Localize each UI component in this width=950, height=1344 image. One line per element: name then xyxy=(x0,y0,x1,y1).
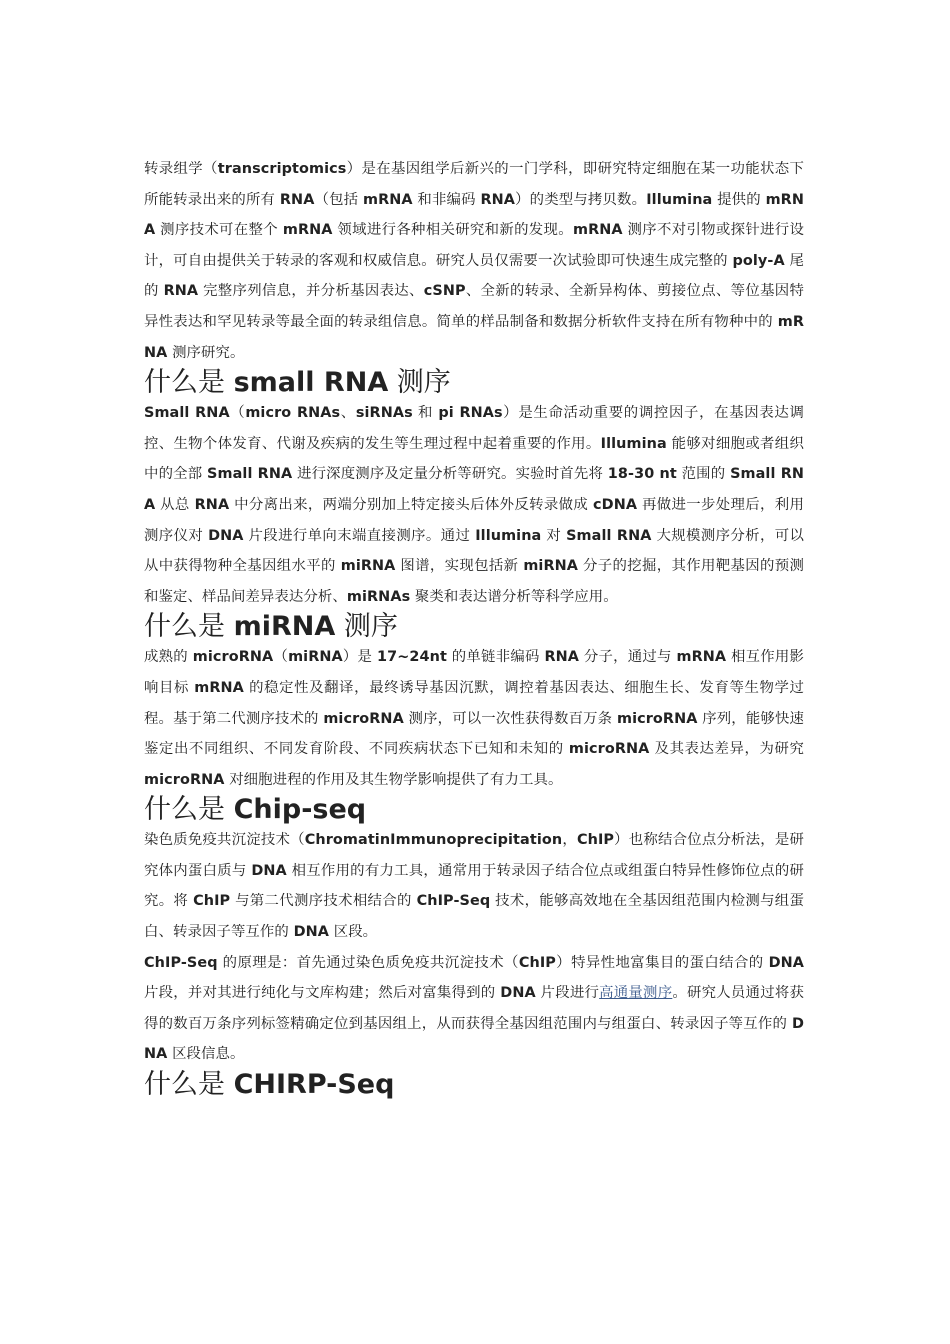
section-heading xyxy=(144,1068,804,1101)
bold-text-run: Small RNA xyxy=(144,466,805,513)
heading-text-run: CHIRP-Seq xyxy=(233,1069,395,1101)
bold-text-run: DNA xyxy=(500,985,536,1002)
heading-text-run: small RNA xyxy=(233,367,389,399)
bold-text-run: ChIP xyxy=(576,832,615,849)
bold-text-run: ChromatinImmunoprecipitation xyxy=(304,832,563,849)
text-run: 转录组学（ xyxy=(144,161,218,177)
text-run: 的单链非编码 xyxy=(446,649,545,666)
text-run: ）也称结合位点分析法，是研究体内蛋白质与 xyxy=(144,832,804,879)
text-run: 、 xyxy=(340,405,356,422)
bold-text-run: DNA xyxy=(293,924,330,941)
text-run: 技术，能够高效地在全基因组范围内检测与组蛋白、转录因子等互作的 xyxy=(144,893,804,941)
text-run: 序列，能够快速鉴定出不同组织、不同发育阶段、不同疾病状态下已知和未知的 xyxy=(144,710,804,758)
body-paragraph xyxy=(144,642,804,795)
text-run: 图谱，实现包括新 xyxy=(395,558,524,575)
text-run: 的原理是：首先通过染色质免疫共沉淀技术（ xyxy=(217,954,519,971)
heading-text-run: 什么是 xyxy=(144,611,234,643)
text-run: 尾的 xyxy=(144,252,804,300)
text-run: ）是生命活动重要的调控因子，在基因表达调控、生物个体发育、代谢及疾病的发生等生理过程中起着重要的作用。 xyxy=(144,405,804,452)
bold-text-run: miRNA xyxy=(523,558,579,575)
text-run: 测序，可以一次性获得数百万条 xyxy=(403,710,617,727)
bold-text-run: Small RNA xyxy=(207,466,293,483)
bold-text-run: cSNP xyxy=(423,283,466,300)
text-run: 大规模测序分析，可以从中获得物种全基因组水平的 xyxy=(144,527,804,575)
bold-text-run: Small RNA xyxy=(566,527,652,544)
heading-text-run: 什么是 xyxy=(144,794,234,826)
bold-text-run: transcriptomics xyxy=(217,161,347,177)
bold-text-run: ChIP xyxy=(518,954,556,971)
section-heading xyxy=(144,610,804,643)
text-run: （ xyxy=(229,405,246,422)
bold-text-run: Illumina xyxy=(600,435,667,452)
heading-text-run: miRNA xyxy=(233,611,336,643)
text-run: 染色质免疫共沉淀技术（ xyxy=(144,832,305,849)
bold-text-run: mRNA xyxy=(676,649,727,666)
bold-text-run: microRNA xyxy=(144,771,225,788)
text-run: 范围的 xyxy=(676,466,731,483)
bold-text-run: microRNA xyxy=(568,741,650,758)
text-run: 从总 xyxy=(155,496,195,513)
text-run: 及其表达差异，为研究 xyxy=(649,741,804,758)
heading-text-run: 什么是 xyxy=(144,1069,234,1101)
bold-text-run: DNA xyxy=(208,527,244,544)
text-run: （包括 xyxy=(314,191,363,208)
body-paragraph xyxy=(144,948,804,1070)
bold-text-run: RNA xyxy=(279,191,315,208)
bold-text-run: microRNA xyxy=(192,649,274,666)
heading-text-run: Chip-seq xyxy=(233,794,367,826)
text-run: 对 xyxy=(541,527,567,544)
text-run: 相互作用影响目标 xyxy=(144,649,805,696)
text-run: 再做进一步处理后，利用测序仪对 xyxy=(144,496,804,544)
bold-text-run: RNA xyxy=(480,191,515,208)
heading-text-run: 测序 xyxy=(335,611,398,643)
text-run: 测序技术可在整个 xyxy=(155,222,283,239)
text-run: 能够对细胞或者组织中的全部 xyxy=(144,435,805,483)
bold-text-run: poly-A xyxy=(732,252,785,269)
body-paragraph xyxy=(144,154,804,368)
text-run: 对细胞进程的作用及其生物学影响提供了有力工具。 xyxy=(224,771,563,788)
text-run: 测序研究。 xyxy=(167,344,245,361)
text-run: ， xyxy=(562,832,577,849)
text-run: （ xyxy=(273,649,289,666)
bold-text-run: miRNAs xyxy=(346,588,411,605)
section-heading xyxy=(144,366,804,399)
text-run: ）是 xyxy=(342,649,378,666)
text-run: 中分离出来，两端分别加上特定接头后体外反转录做成 xyxy=(229,496,594,513)
inline-link[interactable]: 高通量测序 xyxy=(599,985,673,1002)
bold-text-run: mRNA xyxy=(194,679,244,696)
text-run: 进行深度测序及定量分析等研究。实验时首先将 xyxy=(292,466,608,483)
text-run: ）特异性地富集目的蛋白结合的 xyxy=(555,954,769,971)
text-run: 片段进行单向末端直接测序。通过 xyxy=(243,527,476,544)
text-run: ）的类型与拷贝数。 xyxy=(515,191,647,208)
text-run: 聚类和表达谱分析等科学应用。 xyxy=(410,588,618,605)
bold-text-run: 17~24nt xyxy=(377,649,447,666)
bold-text-run: Illumina xyxy=(646,191,713,208)
document-page xyxy=(144,154,804,1100)
text-run: 片段，并对其进行纯化与文库构建；然后对富集得到的 xyxy=(144,985,501,1002)
bold-text-run: Small RNA xyxy=(144,405,230,422)
text-run: 。研究人员通过将获得的数百万条序列标签精确定位到基因组上，从而获得全基因组范围内与组蛋白、转录因子等互作的 xyxy=(144,985,804,1032)
bold-text-run: pi RNAs xyxy=(438,405,503,422)
bold-text-run: microRNA xyxy=(616,710,698,727)
text-run: 完整序列信息，并分析基因表达、 xyxy=(198,283,424,300)
bold-text-run: miRNA xyxy=(340,558,396,575)
bold-text-run: DNA xyxy=(251,862,287,879)
bold-text-run: microRNA xyxy=(323,710,404,727)
body-paragraph xyxy=(144,398,804,612)
bold-text-run: ChIP xyxy=(193,893,231,910)
text-run: 、全新的转录、全新异构体、剪接位点、等位基因特异性表达和罕见转录等最全面的转录组信息。简单的样品制备和数据分析软件支持在所有物种中的 xyxy=(144,283,804,330)
bold-text-run: RNA xyxy=(194,496,230,513)
section-heading xyxy=(144,793,804,826)
text-run: 领域进行各种相关研究和新的发现。 xyxy=(332,222,573,239)
heading-text-run: 测序 xyxy=(388,367,451,399)
text-run: 分子的挖掘，其作用靶基因的预测和鉴定、样品间差异表达分析、 xyxy=(144,558,804,605)
bold-text-run: ChIP-Seq xyxy=(416,893,491,910)
text-run: 测序不对引物或探针进行设计，可自由提供关于转录的客观和权威信息。研究人员仅需要一次试验即可快速生成完整的 xyxy=(144,222,804,269)
text-run: 相互作用的有力工具，通常用于转录因子结合位点或组蛋白特异性修饰位点的研究。将 xyxy=(144,862,804,910)
heading-text-run: 什么是 xyxy=(144,367,234,399)
text-run: 和 xyxy=(412,405,439,422)
text-run: 分子，通过与 xyxy=(579,649,677,666)
bold-text-run: siRNAs xyxy=(355,405,413,422)
bold-text-run: RNA xyxy=(163,283,199,300)
text-run: 与第二代测序技术相结合的 xyxy=(230,893,417,910)
bold-text-run: DNA xyxy=(768,954,805,971)
text-run: 提供的 xyxy=(712,191,766,208)
bold-text-run: miRNA xyxy=(288,649,343,666)
bold-text-run: Illumina xyxy=(475,527,542,544)
bold-text-run: mRNA xyxy=(362,191,413,208)
text-run: 和非编码 xyxy=(412,191,481,208)
bold-text-run: mRNA xyxy=(144,313,804,361)
text-run: 成熟的 xyxy=(144,649,193,666)
bold-text-run: ChIP-Seq xyxy=(144,954,218,971)
bold-text-run: cDNA xyxy=(593,496,638,513)
bold-text-run: 18-30 nt xyxy=(607,466,677,483)
text-run: 区段信息。 xyxy=(167,1046,245,1063)
text-run: 区段。 xyxy=(329,924,378,941)
body-paragraph xyxy=(144,825,804,947)
bold-text-run: mRNA xyxy=(282,222,333,239)
bold-text-run: micro RNAs xyxy=(245,405,341,422)
text-run: 的稳定性及翻译，最终诱导基因沉默，调控着基因表达、细胞生长、发育等生物学过程。基于第二代测序技术的 xyxy=(144,679,804,727)
text-run: ）是在基因组学后新兴的一门学科，即研究特定细胞在某一功能状态下所能转录出来的所有 xyxy=(144,161,804,208)
text-run: 片段进行 xyxy=(535,985,600,1002)
bold-text-run: mRNA xyxy=(144,191,804,239)
bold-text-run: mRNA xyxy=(572,222,623,239)
bold-text-run: RNA xyxy=(544,649,579,666)
bold-text-run: DNA xyxy=(144,1015,804,1063)
